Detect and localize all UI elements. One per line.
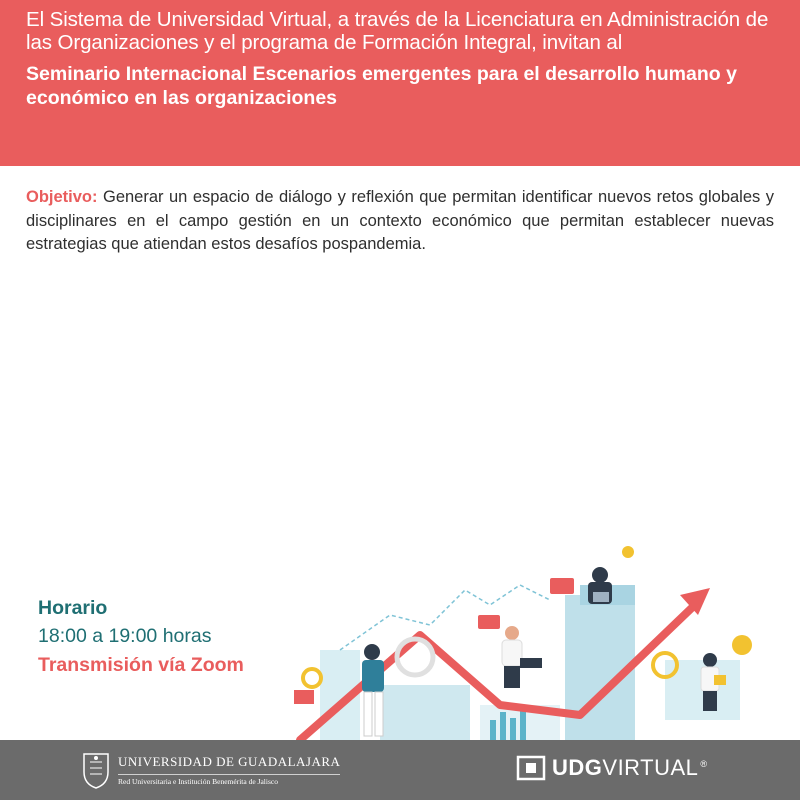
udg-subtitle: Red Universitaria e Institución Benemérita de Jalisco bbox=[118, 774, 340, 786]
business-growth-illustration bbox=[280, 540, 800, 740]
footer-bar bbox=[0, 740, 800, 800]
udg-virtual-brand bbox=[552, 755, 708, 781]
lightbulb-icon bbox=[622, 546, 634, 558]
schedule-heading: Horario bbox=[38, 597, 108, 619]
mail-icon bbox=[294, 690, 314, 704]
schedule-mode: Transmisión vía Zoom bbox=[38, 654, 244, 676]
udg-virtual-brand-bold: UDG bbox=[552, 755, 603, 780]
chat-bubble-icon-2 bbox=[478, 615, 500, 629]
header-banner bbox=[0, 0, 800, 166]
objective-text: Generar un espacio de diálogo y reflexión que permitan identificar nuevos retos globales y disciplinares en el campo gestión en un contexto económico que permitan establecer nuevas estrategias que atiendan estos desafíos pospandemia. bbox=[26, 188, 774, 253]
person-sitting-top bbox=[588, 567, 612, 604]
person-with-laptop bbox=[502, 626, 542, 688]
udg-virtual-logo bbox=[516, 755, 708, 781]
gear-icon bbox=[303, 669, 321, 687]
udg-virtual-brand-rest: VIRTUAL bbox=[602, 755, 699, 780]
schedule-time: 18:00 a 19:00 horas bbox=[38, 625, 212, 647]
pie-chart-icon bbox=[732, 635, 752, 655]
udg-seal-icon bbox=[80, 750, 112, 790]
seminar-title: Seminario Internacional Escenarios emergentes para el desarrollo humano y económico en las organizaciones bbox=[26, 63, 737, 109]
udg-logo bbox=[80, 750, 340, 790]
udg-virtual-icon bbox=[516, 755, 546, 781]
udg-name: UNIVERSIDAD DE GUADALAJARA bbox=[118, 754, 341, 769]
intro-text: El Sistema de Universidad Virtual, a través de la Licenciatura en Administración de las Organizaciones y el programa de Formación Integral, invitan al bbox=[26, 8, 769, 54]
person-with-magnifier bbox=[362, 644, 384, 736]
schedule-block bbox=[38, 594, 244, 680]
registered-mark: ® bbox=[700, 758, 708, 769]
chat-bubble-icon bbox=[550, 578, 574, 594]
objective-paragraph bbox=[26, 186, 774, 257]
panel-chart bbox=[380, 685, 470, 740]
objective-label: Objetivo: bbox=[26, 188, 98, 206]
